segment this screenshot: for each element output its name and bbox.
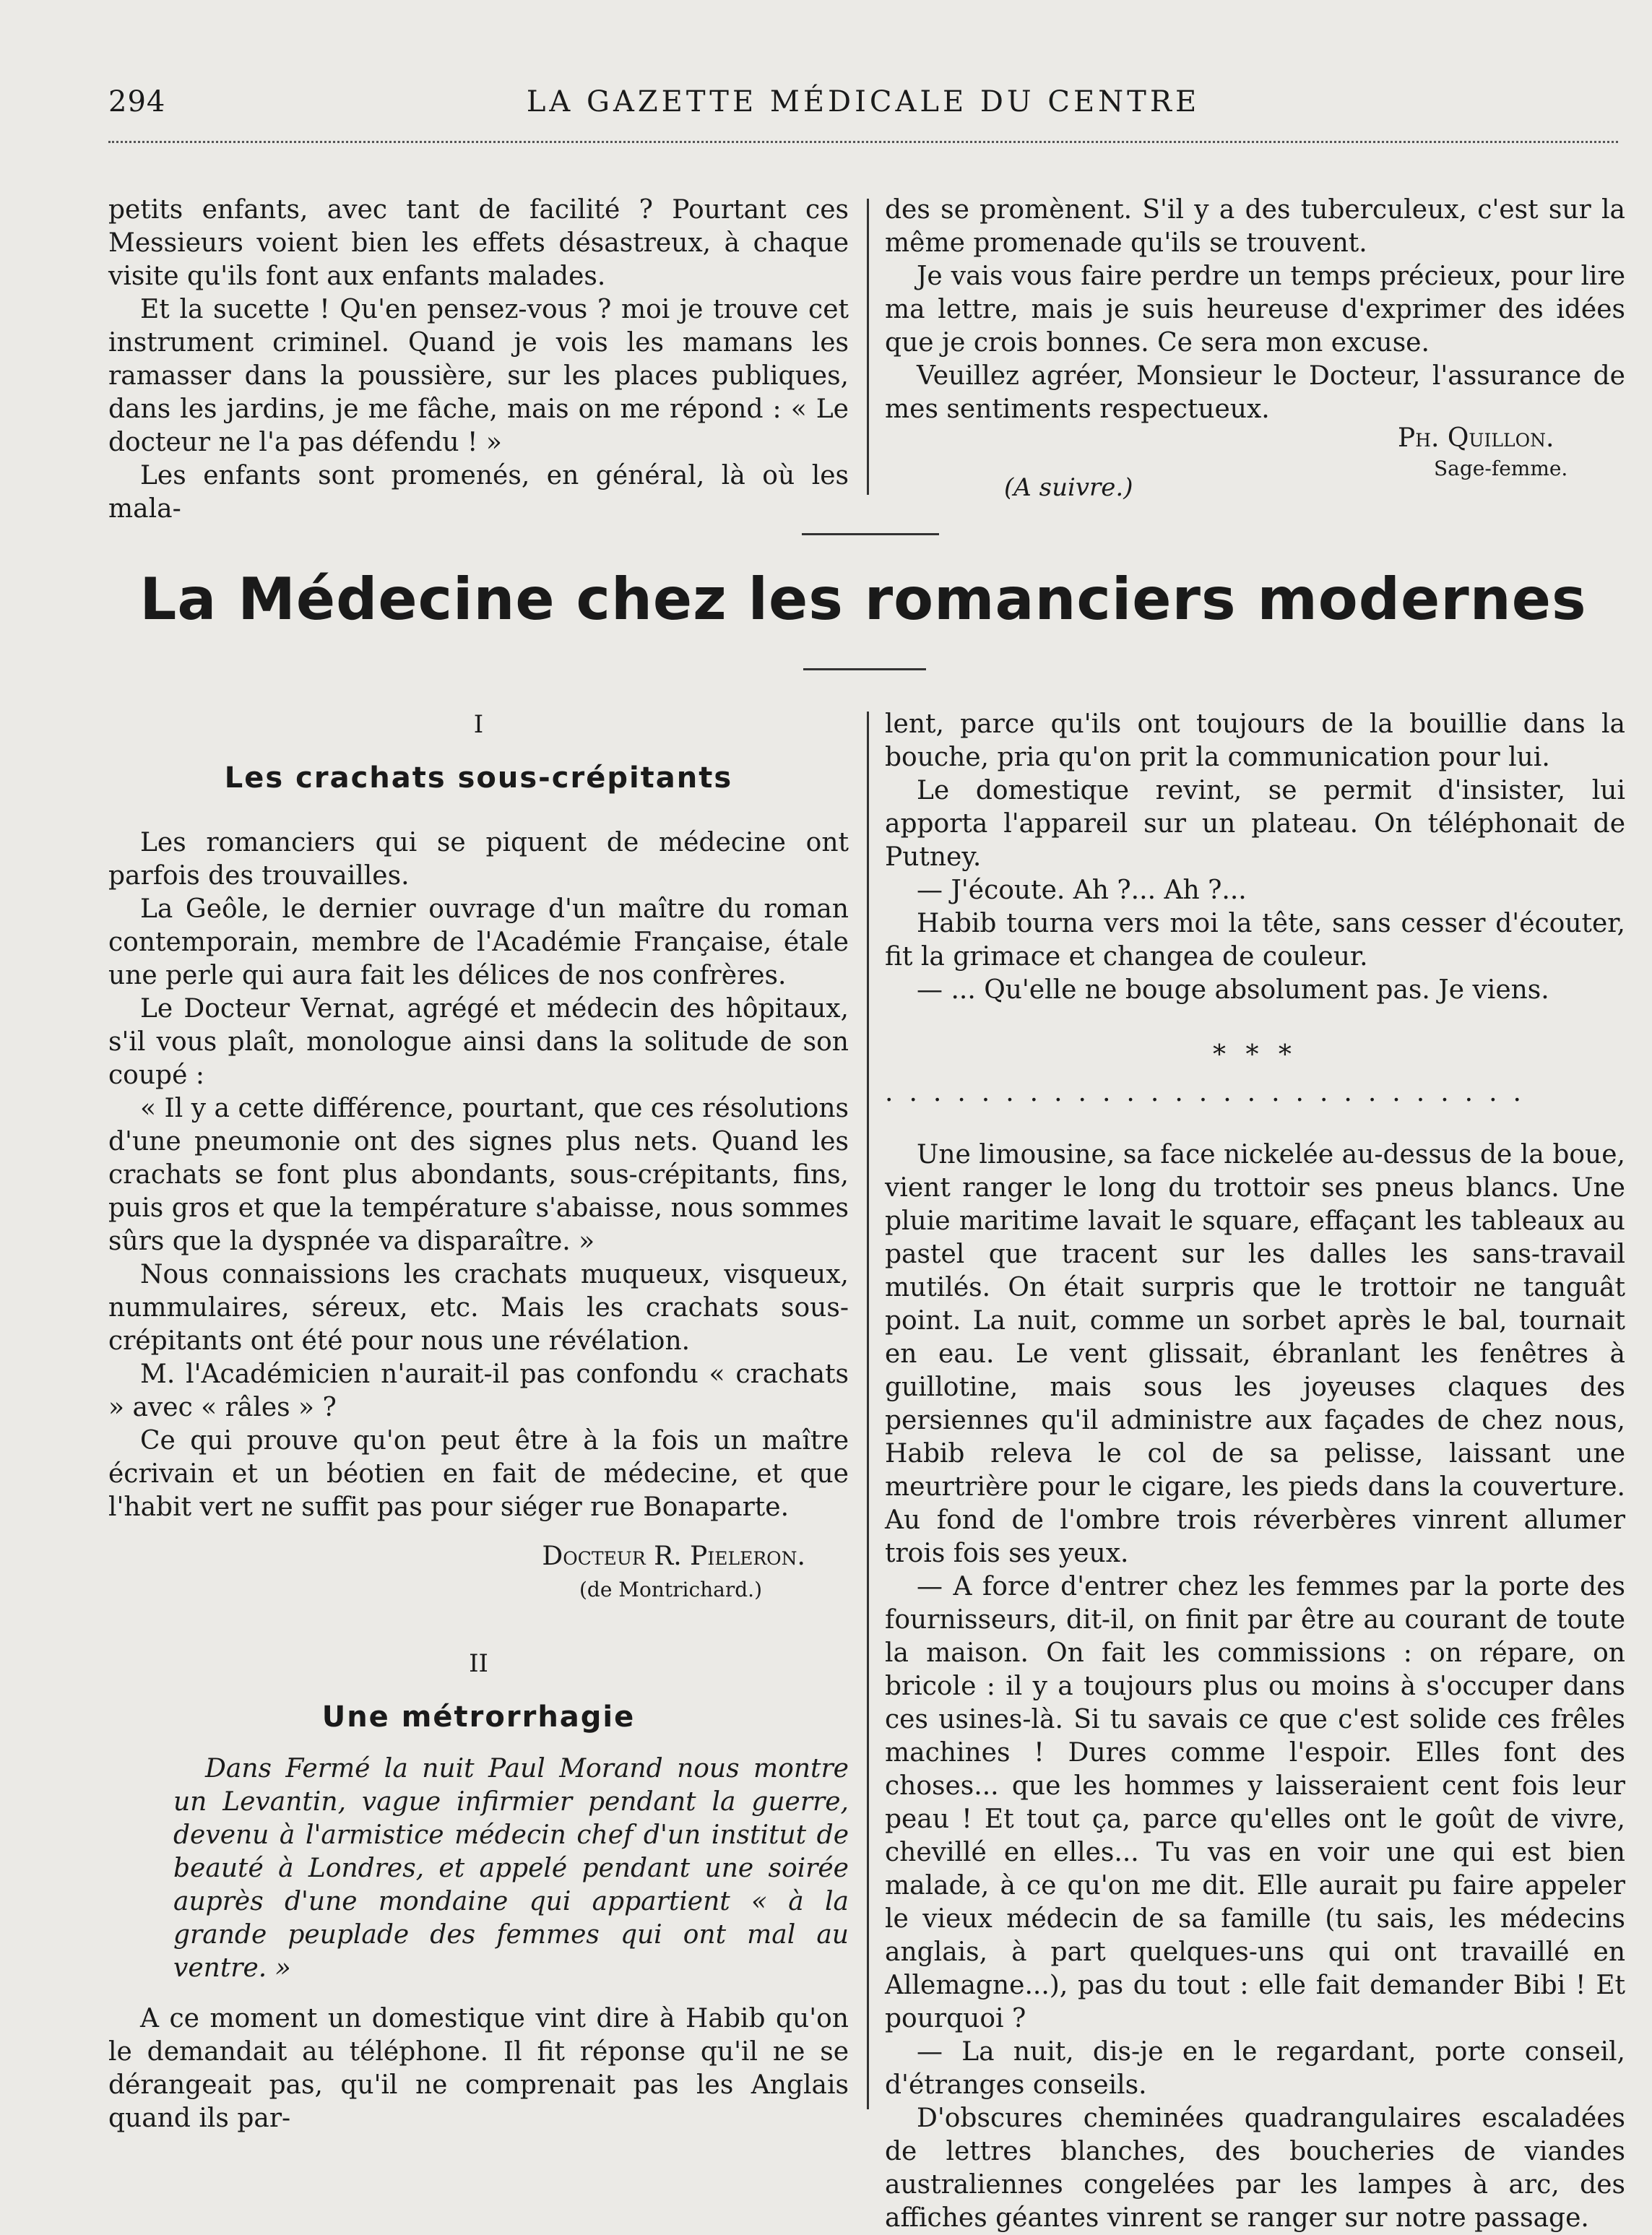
right-column-paragraph: Une limousine, sa face nickelée au-dessus de la boue, vient ranger le long du trottoir ses pneus blancs. Une pluie maritime lavait le square, effaçant les tableaux au pastel que tracent sur les dalles les sans-travail mutilés. On était surpris que le trottoir ne tanguât point. La nuit, comme un sorbet après le bal, tournait en eau. Le vent glissait, ébranlant les fenêtres à guillotine, mais sous les joyeuses claques des persiennes qu'il administre aux façades de chez nous, Habib releva le col de sa pelisse, laissant une meurtrière pour le cigare, les pieds dans la couverture. Au fond de l'ombre trois réverbères vinrent allumer trois fois ses yeux.	[885, 1140, 1625, 1568]
article-left-column	[108, 708, 849, 2135]
letter-left-column	[108, 194, 849, 526]
letter-right-column	[885, 194, 1625, 426]
section2-title: Une métrorrhagie	[321, 1700, 636, 1734]
article-column-rule	[867, 712, 869, 2109]
letter-signature-title: Sage-femme.	[1434, 457, 1568, 480]
right-column-paragraph: — A force d'entrer chez les femmes par la porte des fournisseurs, dit-il, on finit par être au courant de toute la maison. On fait les commissions : on répare, on bricole : il y a toujours plus ou moins à s'occuper dans ces usines-là. Si tu savais ce que c'est solide ces frêles machines ! Dures comme l'espoir. Elles font des choses... que les hommes y laisseraient cent fois leur peau ! Et tout ça, parce qu'elles ont le goût de vivre, chevillé en elles... Tu vas en voir une qui est bien malade, à ce qu'on me dit. Elle aurait pu faire appeler le vieux médecin de sa famille (tu sais, les médecins anglais, à part quelques-uns qui ont travaillé en Allemagne...), pas du tout : elle fait demander Bibi ! Et pourquoi ?	[885, 1572, 1625, 2033]
section1-paragraph: Nous connaissions les crachats muqueux, visqueux, nummulaires, séreux, etc. Mais les crachats sous-crépitants ont été pour nous une révélation.	[108, 1260, 849, 1356]
page-number: 294	[108, 85, 166, 118]
to-be-continued: (A suivre.)	[1004, 473, 1133, 502]
letter-column-rule	[867, 199, 869, 495]
header-rule	[108, 141, 1618, 143]
right-column-paragraph: — La nuit, dis-je en le regardant, porte conseil, d'étranges conseils.	[885, 2037, 1625, 2100]
section1-signature-place: (de Montrichard.)	[579, 1578, 762, 1601]
letter-left-paragraph: Les enfants sont promenés, en général, là où les mala-	[108, 461, 849, 524]
right-column-paragraph: — ... Qu'elle ne bouge absolument pas. Je viens.	[917, 975, 1549, 1005]
section1-title: Les crachats sous-crépitants	[224, 761, 733, 795]
article-title: La Médecine chez les romanciers modernes	[139, 566, 1587, 633]
letter-left-paragraph: petits enfants, avec tant de facilité ? Pourtant ces Messieurs voient bien les effets désastreux, à chaque visite qu'ils font aux enfants malades.	[108, 195, 849, 291]
title-rule-bottom	[803, 668, 926, 670]
right-column-paragraph: — J'écoute. Ah ?... Ah ?...	[917, 876, 1247, 905]
section1-paragraph: « Il y a cette différence, pourtant, que ces résolutions d'une pneumonie ont des signes plus nets. Quand les crachats se font plus abondants, sous-crépitants, fins, puis gros et que la température s'abaisse, nous sommes sûrs que la dyspnée va disparaître. »	[108, 1094, 849, 1256]
page-header	[108, 85, 1618, 129]
right-column-paragraph: Habib tourna vers moi la tête, sans cesser d'écouter, fit la grimace et changea de couleur.	[885, 909, 1625, 972]
section1-signature: Docteur R. Pieleron.	[542, 1542, 805, 1571]
journal-title: LA GAZETTE MÉDICALE DU CENTRE	[526, 85, 1201, 118]
letter-right-paragraph: Veuillez agréer, Monsieur le Docteur, l'assurance de mes sentiments respectueux.	[885, 361, 1625, 424]
article-right-column	[885, 708, 1625, 2235]
section-break-dots: ...........................	[885, 1078, 1537, 1107]
section1-paragraph: La Geôle, le dernier ouvrage d'un maître du roman contemporain, membre de l'Académie Française, étale une perle qui aura fait les délices de nos confrères.	[108, 894, 849, 990]
section1-paragraph: Les romanciers qui se piquent de médecine ont parfois des trouvailles.	[108, 828, 849, 891]
letter-right-paragraph: des se promènent. S'il y a des tuberculeux, c'est sur la même promenade qu'ils se trouvent.	[885, 195, 1625, 258]
section1-paragraph: Le Docteur Vernat, agrégé et médecin des hôpitaux, s'il vous plaît, monologue ainsi dans la solitude de son coupé :	[108, 994, 849, 1090]
section1-number: I	[473, 710, 484, 739]
title-rule-top	[802, 533, 939, 535]
section-break-stars: * * *	[1213, 1040, 1297, 1070]
right-column-paragraph: lent, parce qu'ils ont toujours de la bouillie dans la bouche, pria qu'on prit la communication pour lui.	[885, 709, 1625, 772]
section1-paragraph: M. l'Académicien n'aurait-il pas confondu « crachats » avec « râles » ?	[108, 1359, 849, 1422]
letter-left-paragraph: Et la sucette ! Qu'en pensez-vous ? moi je trouve cet instrument criminel. Quand je vois les mamans les ramasser dans la poussière, sur les places publiques, dans les jardins, je me fâche, mais on me répond : « Le docteur ne l'a pas défendu ! »	[108, 295, 849, 457]
section1-paragraph: Ce qui prouve qu'on peut être à la fois un maître écrivain et un béotien en fait de médecine, et que l'habit vert ne suffit pas pour siéger rue Bonaparte.	[108, 1426, 849, 1522]
right-column-paragraph: D'obscures cheminées quadrangulaires escaladées de lettres blanches, des boucheries de viandes australiennes congelées par les lampes à arc, des affiches géantes vinrent se ranger sur notre passage.	[885, 2104, 1625, 2233]
section2-quote: Dans Fermé la nuit Paul Morand nous montre un Levantin, vague infirmier pendant la guerre, devenu à l'armistice médecin chef d'un institut de beauté à Londres, et appelé pendant une soirée auprès d'une mondaine qui appartient « à la grande peuplade des femmes qui ont mal au ventre. »	[173, 1754, 849, 1983]
letter-signature-name: Ph. Quillon.	[1398, 423, 1554, 453]
section2-number: II	[469, 1649, 488, 1678]
section2-paragraph: A ce moment un domestique vint dire à Habib qu'on le demandait au téléphone. Il fit réponse qu'il ne se dérangeait pas, qu'il ne comprenait pas les Anglais quand ils par-	[108, 2004, 849, 2133]
letter-right-paragraph: Je vais vous faire perdre un temps précieux, pour lire ma lettre, mais je suis heureuse d'exprimer des idées que je crois bonnes. Ce sera mon excuse.	[885, 261, 1625, 358]
right-column-paragraph: Le domestique revint, se permit d'insister, lui apporta l'appareil sur un plateau. On téléphonait de Putney.	[885, 776, 1625, 872]
